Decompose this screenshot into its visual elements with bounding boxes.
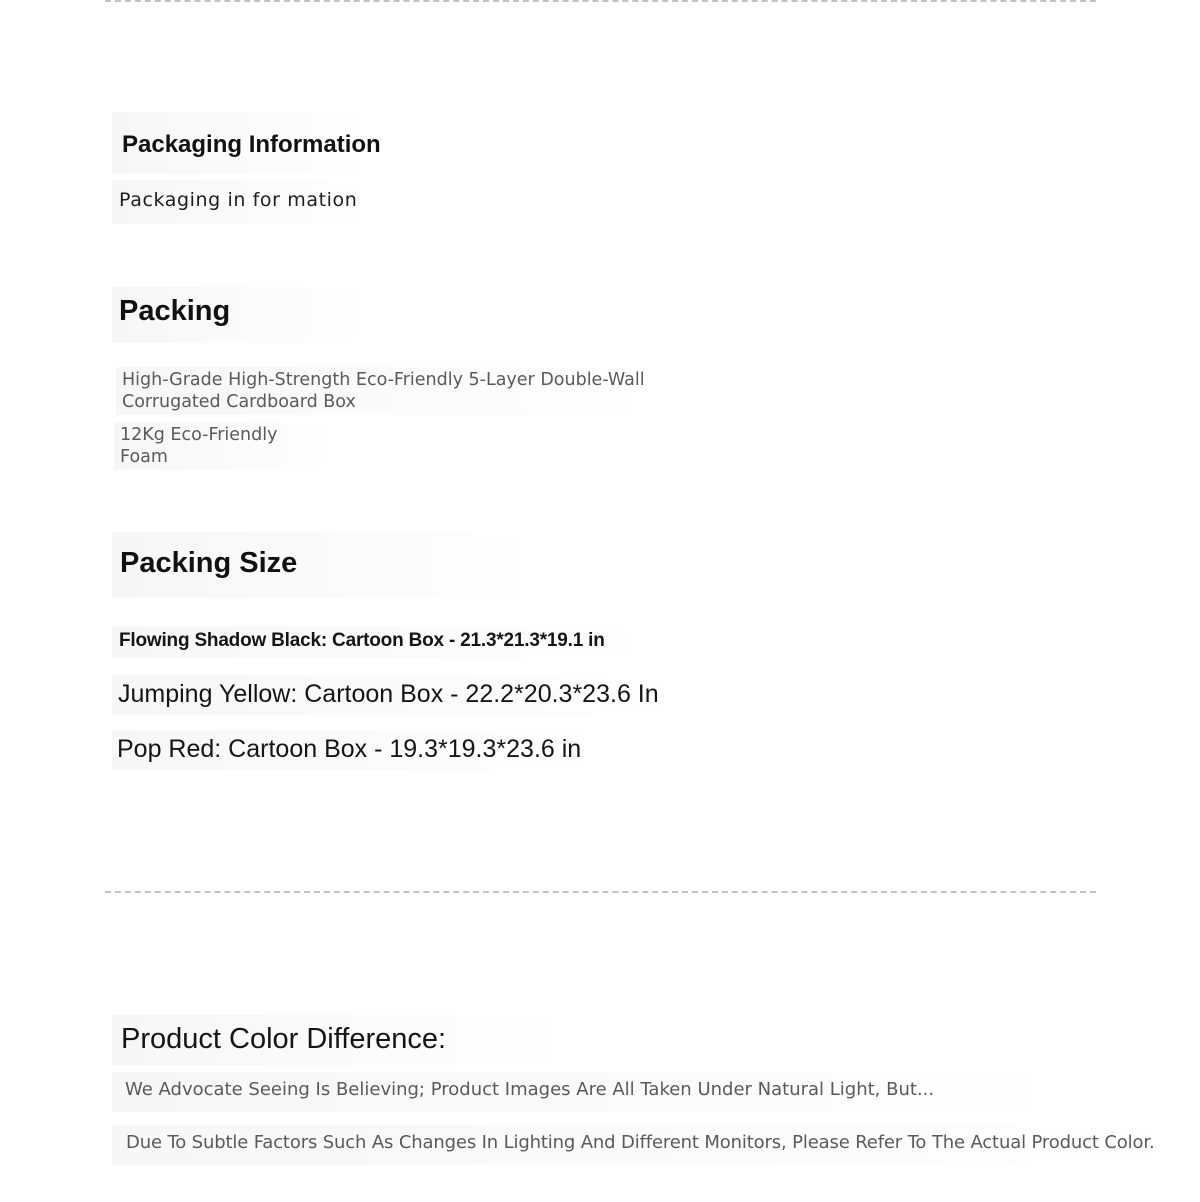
packing-foam-line-1: 12Kg Eco-Friendly bbox=[120, 425, 278, 445]
middle-divider bbox=[105, 891, 1096, 893]
packing-size-item-black bbox=[112, 626, 652, 658]
packing-size-text-yellow: Jumping Yellow: Cartoon Box - 22.2*20.3*23.6 In bbox=[118, 680, 659, 708]
packaging-information-title: Packaging Information bbox=[122, 131, 381, 158]
packing-box-line-1: High-Grade High-Strength Eco-Friendly 5-Layer Double-Wall bbox=[122, 370, 645, 390]
packing-size-item-red bbox=[112, 730, 608, 770]
color-difference-paragraph-2 bbox=[112, 1125, 1196, 1165]
packing-heading-block bbox=[112, 287, 368, 343]
color-difference-paragraph-1 bbox=[112, 1072, 1072, 1112]
packing-title: Packing bbox=[119, 295, 231, 327]
color-difference-text-2: Due To Subtle Factors Such As Changes In Lighting And Different Monitors, Please Refer To The Actual Product Color. bbox=[126, 1132, 1155, 1153]
packing-size-title: Packing Size bbox=[120, 547, 298, 579]
top-divider bbox=[105, 0, 1096, 2]
packing-size-text-black: Flowing Shadow Black: Cartoon Box - 21.3*21.3*19.1 in bbox=[119, 630, 605, 651]
packing-size-heading-block bbox=[112, 532, 540, 598]
packing-foam-description bbox=[114, 422, 334, 470]
color-difference-heading-block bbox=[112, 1015, 572, 1065]
packaging-information-subtitle-block bbox=[112, 180, 372, 224]
packing-box-description bbox=[116, 367, 656, 415]
packaging-information-subtitle: Packaging in for mation bbox=[119, 189, 358, 211]
color-difference-text-1: We Advocate Seeing Is Believing; Product Images Are All Taken Under Natural Light, But... bbox=[125, 1079, 935, 1100]
color-difference-title: Product Color Difference: bbox=[121, 1023, 447, 1055]
packing-foam-line-2: Foam bbox=[120, 447, 168, 467]
packaging-information-heading-block bbox=[112, 112, 381, 174]
packing-size-item-yellow bbox=[112, 675, 692, 715]
packing-box-line-2: Corrugated Cardboard Box bbox=[122, 392, 356, 412]
packing-size-text-red: Pop Red: Cartoon Box - 19.3*19.3*23.6 in bbox=[117, 735, 582, 763]
